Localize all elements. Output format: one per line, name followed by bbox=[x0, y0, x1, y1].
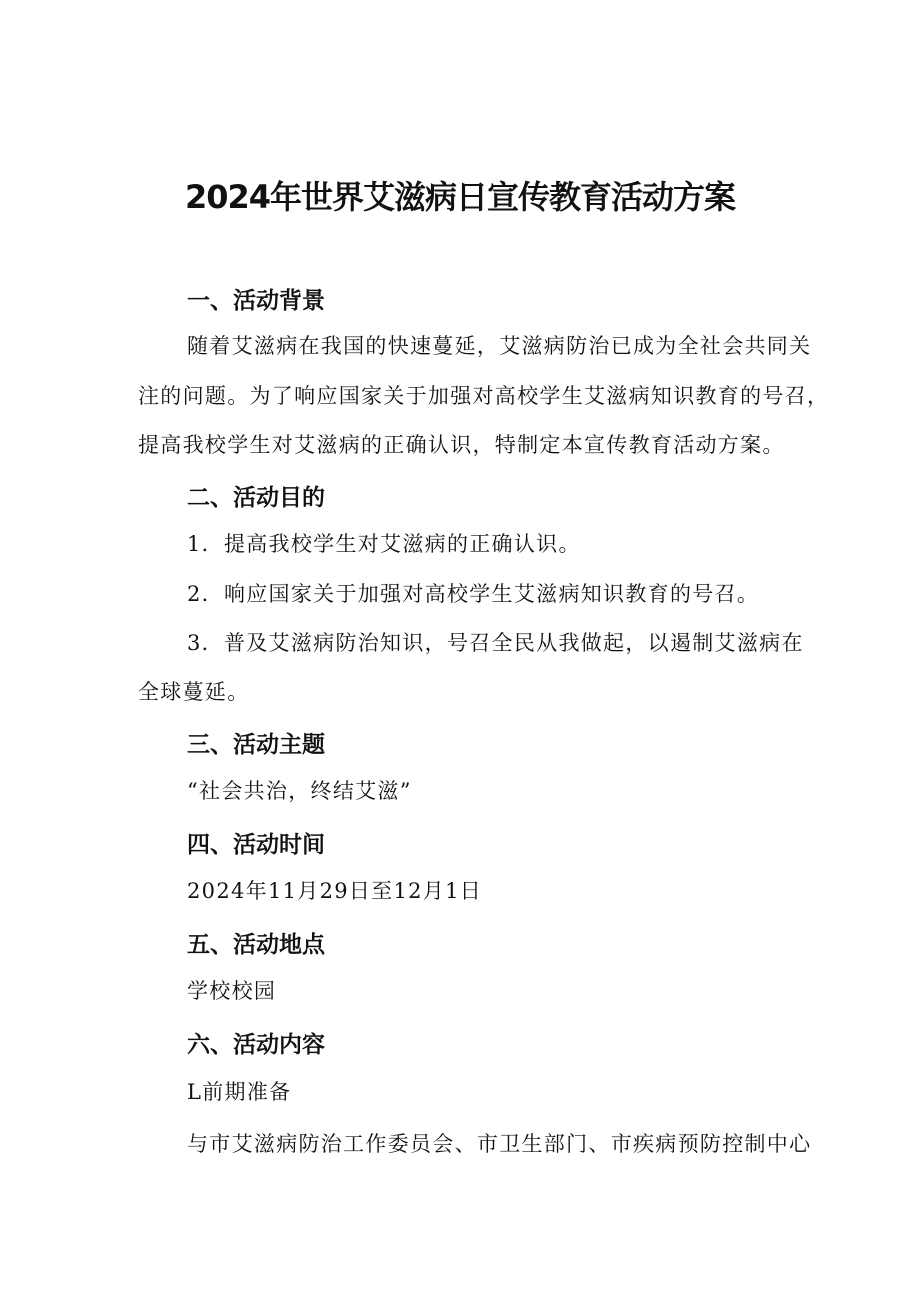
paragraph-line: 注的问题。为了响应国家关于加强对高校学生艾滋病知识教育的号召， bbox=[138, 384, 830, 408]
list-item: 3．普及艾滋病防治知识，号召全民从我做起，以遏制艾滋病在 bbox=[187, 631, 804, 655]
time-text: 2024年11月29日至12月1日 bbox=[187, 879, 483, 903]
list-item: 2．响应国家关于加强对高校学生艾滋病知识教育的号召。 bbox=[187, 582, 760, 606]
section-heading-time: 四、活动时间 bbox=[187, 832, 325, 858]
paragraph-line: 随着艾滋病在我国的快速蔓延，艾滋病防治已成为全社会共同关 bbox=[187, 334, 812, 358]
section-heading-background: 一、活动背景 bbox=[187, 288, 325, 314]
section-heading-content: 六、活动内容 bbox=[187, 1032, 325, 1058]
list-item-continuation: 全球蔓延。 bbox=[138, 680, 250, 704]
list-item: 1．提高我校学生对艾滋病的正确认识。 bbox=[187, 532, 581, 556]
document-title: 2024年世界艾滋病日宣传教育活动方案 bbox=[184, 178, 736, 216]
paragraph-line: 提高我校学生对艾滋病的正确认识，特制定本宣传教育活动方案。 bbox=[138, 433, 785, 457]
subheading-preparation: L前期准备 bbox=[187, 1080, 292, 1104]
location-text: 学校校园 bbox=[187, 979, 277, 1003]
theme-text: “社会共治，终结艾滋” bbox=[187, 779, 412, 803]
section-heading-theme: 三、活动主题 bbox=[187, 732, 325, 758]
section-heading-location: 五、活动地点 bbox=[187, 932, 325, 958]
section-heading-goals: 二、活动目的 bbox=[187, 485, 325, 511]
paragraph-line: 与市艾滋病防治工作委员会、市卫生部门、市疾病预防控制中心 bbox=[187, 1132, 812, 1156]
